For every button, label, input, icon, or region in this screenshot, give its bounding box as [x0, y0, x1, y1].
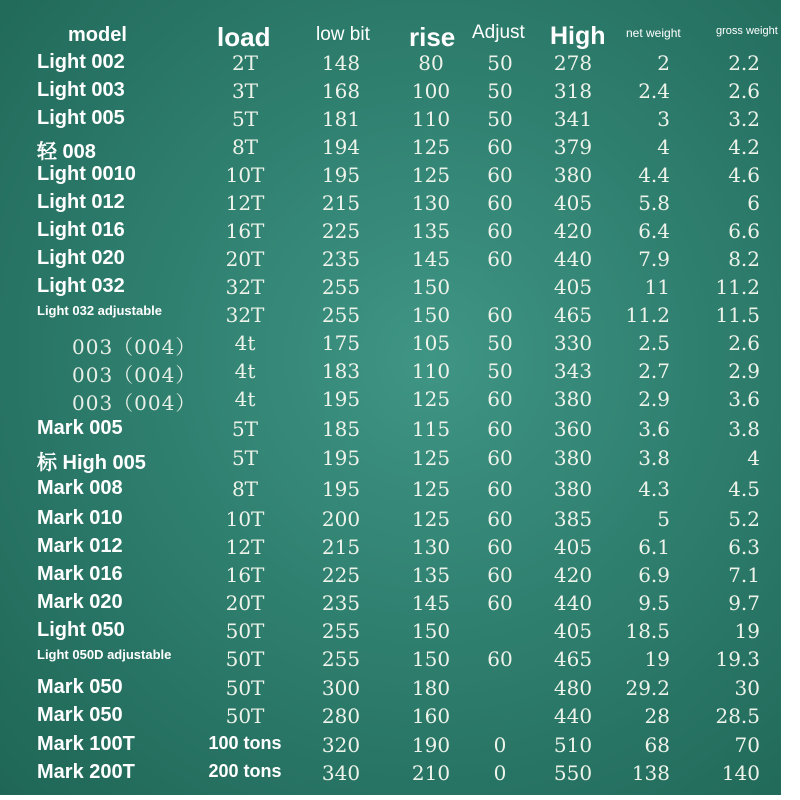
- table-row: [0, 619, 781, 647]
- cell-high: 480: [553, 676, 593, 700]
- cell-adjust: 60: [487, 417, 513, 441]
- table-row: [0, 647, 781, 675]
- cell-adjust: 60: [487, 591, 513, 615]
- table-row: [0, 477, 781, 505]
- cell-load: 32T: [225, 303, 265, 327]
- cell-adjust: 50: [487, 359, 513, 383]
- cell-load: 8T: [231, 135, 259, 159]
- table-row: [0, 417, 781, 445]
- cell-adjust: 60: [487, 446, 513, 470]
- cell-load: 4t: [234, 331, 256, 355]
- cell-adjust: 60: [487, 135, 513, 159]
- header-net-weight: net weight: [626, 26, 681, 40]
- cell-low-bit: 215: [321, 535, 361, 559]
- cell-gross-weight: 6: [747, 191, 760, 215]
- cell-rise: 160: [411, 704, 451, 728]
- cell-gross-weight: 6.6: [728, 219, 760, 243]
- cell-high: 380: [553, 446, 593, 470]
- cell-net-weight: 28: [644, 704, 670, 728]
- cell-low-bit: 280: [321, 704, 361, 728]
- cell-net-weight: 3.8: [638, 446, 670, 470]
- cell-net-weight: 11: [644, 275, 670, 299]
- cell-adjust: 60: [487, 507, 513, 531]
- cell-model: Light 016: [37, 219, 125, 241]
- cell-low-bit: 255: [321, 619, 361, 643]
- cell-adjust: 0: [493, 733, 507, 757]
- cell-adjust: 60: [487, 219, 513, 243]
- cell-model: Light 005: [37, 107, 125, 129]
- cell-net-weight: 2.5: [638, 331, 670, 355]
- cell-high: 343: [553, 359, 593, 383]
- cell-adjust: 60: [487, 535, 513, 559]
- header-load: load: [217, 22, 271, 52]
- cell-rise: 145: [411, 247, 451, 271]
- header-gross-weight: gross weight: [716, 25, 778, 37]
- cell-adjust: 50: [487, 79, 513, 103]
- cell-high: 405: [553, 535, 593, 559]
- cell-gross-weight: 2.2: [728, 51, 760, 75]
- cell-model: Mark 200T: [37, 761, 135, 783]
- cell-model: Mark 050: [37, 676, 123, 698]
- cell-adjust: 50: [487, 107, 513, 131]
- cell-low-bit: 168: [321, 79, 361, 103]
- cell-high: 405: [553, 619, 593, 643]
- cell-rise: 190: [411, 733, 451, 757]
- cell-rise: 115: [411, 417, 451, 441]
- cell-low-bit: 225: [321, 563, 361, 587]
- header-adjust: Adjust: [472, 22, 525, 43]
- cell-net-weight: 4.3: [638, 477, 670, 501]
- cell-high: 440: [553, 247, 593, 271]
- cell-gross-weight: 11.5: [715, 303, 760, 327]
- cell-gross-weight: 30: [734, 676, 760, 700]
- cell-model: Light 032 adjustable: [37, 303, 162, 318]
- cell-rise: 150: [411, 647, 451, 671]
- cell-rise: 135: [411, 563, 451, 587]
- table-row: [0, 761, 781, 789]
- table-row: [0, 219, 781, 247]
- cell-load: 50T: [225, 676, 265, 700]
- cell-gross-weight: 4.2: [728, 135, 760, 159]
- cell-load: 16T: [225, 563, 265, 587]
- cell-load: 12T: [225, 535, 265, 559]
- cell-net-weight: 19: [644, 647, 670, 671]
- cell-gross-weight: 140: [721, 761, 760, 785]
- header-rise: rise: [409, 22, 456, 52]
- cell-load: 8T: [231, 477, 259, 501]
- cell-gross-weight: 8.2: [728, 247, 760, 271]
- cell-net-weight: 6.4: [638, 219, 670, 243]
- cell-adjust: 50: [487, 51, 513, 75]
- table-row: [0, 733, 781, 761]
- cell-gross-weight: 28.5: [715, 704, 760, 728]
- cell-low-bit: 185: [321, 417, 361, 441]
- cell-load: 10T: [225, 163, 265, 187]
- cell-adjust: 60: [487, 247, 513, 271]
- cell-rise: 125: [411, 135, 451, 159]
- cell-load: 200 tons: [208, 761, 282, 781]
- cell-model: Mark 100T: [37, 733, 135, 755]
- cell-load: 50T: [225, 647, 265, 671]
- cell-net-weight: 2.9: [638, 387, 670, 411]
- cell-low-bit: 255: [321, 303, 361, 327]
- cell-rise: 125: [411, 446, 451, 470]
- cell-net-weight: 6.9: [638, 563, 670, 587]
- header-low-bit: low bit: [316, 24, 370, 45]
- cell-net-weight: 4: [657, 135, 670, 159]
- cell-gross-weight: 11.2: [715, 275, 760, 299]
- cell-net-weight: 2.7: [638, 359, 670, 383]
- cell-rise: 150: [411, 619, 451, 643]
- cell-low-bit: 255: [321, 647, 361, 671]
- cell-model: Light 002: [37, 51, 125, 73]
- cell-rise: 100: [411, 79, 451, 103]
- table-row: [0, 507, 781, 535]
- cell-adjust: 60: [487, 477, 513, 501]
- cell-load: 12T: [225, 191, 265, 215]
- cell-rise: 145: [411, 591, 451, 615]
- cell-load: 4t: [234, 359, 256, 383]
- table-row: [0, 704, 781, 732]
- cell-low-bit: 183: [321, 359, 361, 383]
- cell-load: 5T: [231, 417, 259, 441]
- cell-low-bit: 340: [321, 761, 361, 785]
- cell-rise: 180: [411, 676, 451, 700]
- cell-low-bit: 225: [321, 219, 361, 243]
- table-row: [0, 446, 781, 474]
- cell-high: 440: [553, 704, 593, 728]
- cell-load: 5T: [231, 107, 259, 131]
- cell-high: 380: [553, 477, 593, 501]
- cell-low-bit: 300: [321, 676, 361, 700]
- table-row: [0, 387, 781, 415]
- cell-net-weight: 18.5: [625, 619, 670, 643]
- cell-net-weight: 138: [631, 761, 670, 785]
- cell-net-weight: 4.4: [638, 163, 670, 187]
- cell-model: Mark 012: [37, 535, 123, 557]
- cell-adjust: 60: [487, 163, 513, 187]
- cell-high: 405: [553, 191, 593, 215]
- cell-low-bit: 195: [321, 446, 361, 470]
- cell-gross-weight: 19: [734, 619, 760, 643]
- table-row: [0, 107, 781, 135]
- cell-rise: 150: [411, 275, 451, 299]
- cell-net-weight: 6.1: [638, 535, 670, 559]
- cell-adjust: 60: [487, 387, 513, 411]
- cell-load: 20T: [225, 247, 265, 271]
- cell-low-bit: 195: [321, 163, 361, 187]
- cell-load: 20T: [225, 591, 265, 615]
- cell-load: 100 tons: [208, 733, 282, 753]
- cell-high: 440: [553, 591, 593, 615]
- cell-gross-weight: 70: [734, 733, 760, 757]
- cell-low-bit: 235: [321, 591, 361, 615]
- cell-gross-weight: 5.2: [728, 507, 760, 531]
- cell-load: 50T: [225, 619, 265, 643]
- cell-high: 380: [553, 387, 593, 411]
- cell-adjust: 0: [493, 761, 507, 785]
- cell-load: 32T: [225, 275, 265, 299]
- cell-high: 385: [553, 507, 593, 531]
- table-row: [0, 591, 781, 619]
- cell-net-weight: 9.5: [638, 591, 670, 615]
- table-row: [0, 303, 781, 331]
- cell-adjust: 60: [487, 191, 513, 215]
- cell-load: 2T: [231, 51, 259, 75]
- cell-gross-weight: 4.5: [728, 477, 760, 501]
- table-row: [0, 247, 781, 275]
- cell-low-bit: 148: [321, 51, 361, 75]
- cell-high: 341: [553, 107, 593, 131]
- cell-rise: 125: [411, 507, 451, 531]
- table-row: [0, 51, 781, 79]
- cell-model: Light 003: [37, 79, 125, 101]
- cell-low-bit: 255: [321, 275, 361, 299]
- cell-gross-weight: 7.1: [728, 563, 760, 587]
- cell-net-weight: 2: [657, 51, 670, 75]
- cell-net-weight: 68: [644, 733, 670, 757]
- table-row: [0, 163, 781, 191]
- cell-model: Mark 008: [37, 477, 123, 499]
- cell-model: 标 High 005: [37, 452, 146, 474]
- table-row: [0, 191, 781, 219]
- cell-high: 510: [553, 733, 593, 757]
- cell-high: 420: [553, 219, 593, 243]
- cell-low-bit: 181: [321, 107, 361, 131]
- cell-adjust: 60: [487, 563, 513, 587]
- table-row: [0, 79, 781, 107]
- cell-low-bit: 195: [321, 477, 361, 501]
- cell-gross-weight: 6.3: [728, 535, 760, 559]
- table-row: [0, 331, 781, 359]
- cell-gross-weight: 3.8: [728, 417, 760, 441]
- cell-adjust: 50: [487, 331, 513, 355]
- cell-rise: 125: [411, 477, 451, 501]
- cell-rise: 125: [411, 387, 451, 411]
- cell-low-bit: 235: [321, 247, 361, 271]
- cell-rise: 80: [418, 51, 444, 75]
- cell-model: Mark 010: [37, 507, 123, 529]
- cell-net-weight: 11.2: [625, 303, 670, 327]
- cell-rise: 130: [411, 191, 451, 215]
- header-high: High: [550, 22, 606, 50]
- cell-load: 4t: [234, 387, 256, 411]
- cell-low-bit: 320: [321, 733, 361, 757]
- cell-net-weight: 7.9: [638, 247, 670, 271]
- cell-net-weight: 2.4: [638, 79, 670, 103]
- cell-net-weight: 3: [657, 107, 670, 131]
- cell-model: 003（004）: [72, 391, 197, 415]
- cell-high: 550: [553, 761, 593, 785]
- cell-gross-weight: 4: [747, 446, 760, 470]
- cell-model: 003（004）: [72, 363, 197, 387]
- cell-gross-weight: 3.2: [728, 107, 760, 131]
- cell-high: 360: [553, 417, 593, 441]
- cell-rise: 210: [411, 761, 451, 785]
- cell-rise: 130: [411, 535, 451, 559]
- cell-adjust: 60: [487, 647, 513, 671]
- cell-net-weight: 29.2: [625, 676, 670, 700]
- table-row: [0, 535, 781, 563]
- cell-low-bit: 194: [321, 135, 361, 159]
- cell-net-weight: 5.8: [638, 191, 670, 215]
- cell-load: 3T: [231, 79, 259, 103]
- cell-model: Mark 020: [37, 591, 123, 613]
- cell-low-bit: 175: [321, 331, 361, 355]
- table-row: [0, 135, 781, 163]
- cell-adjust: [465, 275, 535, 303]
- cell-high: 330: [553, 331, 593, 355]
- table-row: [0, 563, 781, 591]
- cell-rise: 110: [411, 359, 451, 383]
- cell-rise: 105: [411, 331, 451, 355]
- cell-gross-weight: 19.3: [715, 647, 760, 671]
- cell-model: Mark 050: [37, 704, 123, 726]
- cell-high: 318: [553, 79, 593, 103]
- cell-rise: 125: [411, 163, 451, 187]
- table-row: [0, 275, 781, 303]
- cell-rise: 135: [411, 219, 451, 243]
- cell-high: 465: [553, 303, 593, 327]
- cell-high: 405: [553, 275, 593, 299]
- cell-load: 5T: [231, 446, 259, 470]
- cell-high: 420: [553, 563, 593, 587]
- cell-high: 379: [553, 135, 593, 159]
- cell-high: 278: [553, 51, 593, 75]
- cell-gross-weight: 2.6: [728, 79, 760, 103]
- cell-low-bit: 200: [321, 507, 361, 531]
- cell-load: 10T: [225, 507, 265, 531]
- cell-net-weight: 5: [657, 507, 670, 531]
- cell-model: Light 012: [37, 191, 125, 213]
- cell-adjust: 60: [487, 303, 513, 327]
- cell-model: Light 032: [37, 275, 125, 297]
- cell-model: Light 020: [37, 247, 125, 269]
- cell-model: 轻 008: [37, 141, 96, 163]
- cell-model: Mark 005: [37, 417, 123, 439]
- cell-load: 16T: [225, 219, 265, 243]
- cell-low-bit: 195: [321, 387, 361, 411]
- header-model: model: [68, 24, 127, 46]
- cell-model: 003（004）: [72, 335, 197, 359]
- cell-model: Light 050D adjustable: [37, 647, 172, 662]
- cell-high: 380: [553, 163, 593, 187]
- cell-load: 50T: [225, 704, 265, 728]
- cell-model: Mark 016: [37, 563, 123, 585]
- cell-net-weight: 3.6: [638, 417, 670, 441]
- cell-model: Light 0010: [37, 163, 136, 185]
- cell-low-bit: 215: [321, 191, 361, 215]
- cell-high: 465: [553, 647, 593, 671]
- cell-adjust: [465, 676, 535, 704]
- cell-model: Light 050: [37, 619, 125, 641]
- cell-rise: 150: [411, 303, 451, 327]
- cell-rise: 110: [411, 107, 451, 131]
- cell-gross-weight: 2.6: [728, 331, 760, 355]
- cell-gross-weight: 3.6: [728, 387, 760, 411]
- cell-adjust: [465, 704, 535, 732]
- cell-adjust: [465, 619, 535, 647]
- cell-gross-weight: 2.9: [728, 359, 760, 383]
- table-row: [0, 676, 781, 704]
- cell-gross-weight: 4.6: [728, 163, 760, 187]
- table-row: [0, 359, 781, 387]
- cell-gross-weight: 9.7: [728, 591, 760, 615]
